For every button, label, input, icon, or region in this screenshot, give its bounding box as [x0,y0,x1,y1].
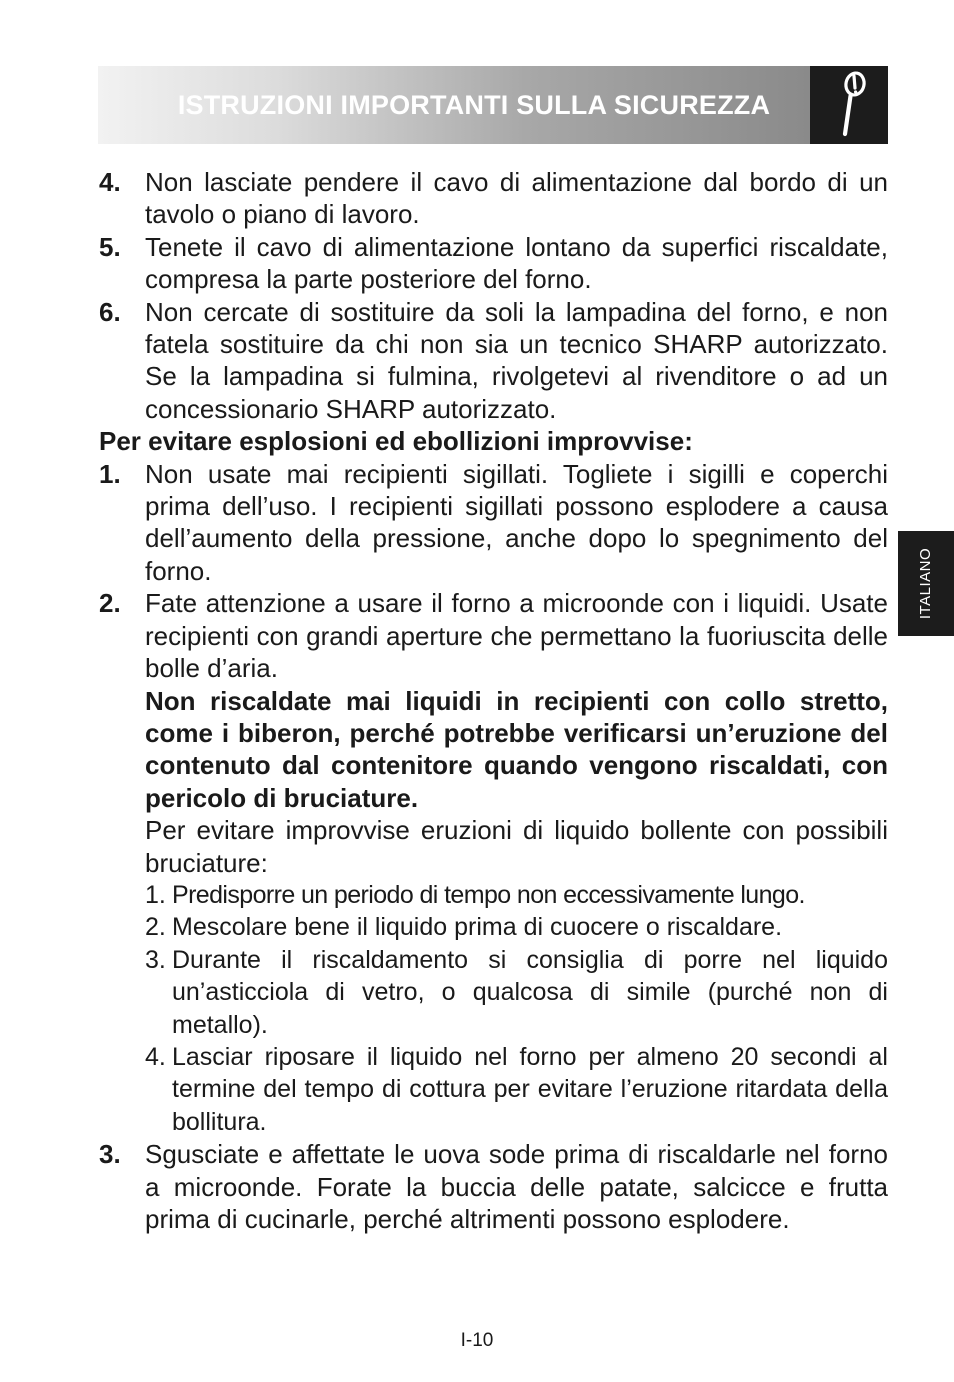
sub-step-text: Lasciar riposare il liquido nel forno per almeno 20 secondi al termine del tempo di cottura per evitare l’eruzione ritardata della bollitura. [172,1042,888,1136]
sub-step [145,911,888,943]
header-title: ISTRUZIONI IMPORTANTI SULLA SICUREZZA [177,89,771,120]
list-item [99,587,888,1138]
sub-step [145,944,888,1041]
sub-step-text: Mescolare bene il liquido prima di cuocere o riscaldare. [172,913,783,942]
list-item [99,166,888,231]
main-content [99,166,888,1235]
item-number: 5. [99,231,121,262]
item-text: Non lasciate pendere il cavo di alimentazione dal bordo di un tavolo o piano di lavoro. [145,167,888,230]
section-heading: Per evitare esplosioni ed ebollizioni improvvise: [99,426,693,457]
sub-step-text: Predisporre un periodo di tempo non eccessivamente lungo. [172,880,805,909]
item-number: 3. [99,1139,121,1170]
list-item [99,231,888,296]
sub-step-number: 2. [145,913,166,942]
language-tab [898,531,954,636]
item-text: Non usate mai recipienti sigillati. Togliete i sigilli e coperchi prima dell’uso. I recipienti sigillati possono esplodere a causa dell’aumento della pressione, anche dopo lo spegnimento del forno. [145,458,888,586]
item-text: Tenete il cavo di alimentazione lontano da superfici riscaldate, compresa la parte posteriore del forno. [145,231,888,295]
item-text: Sgusciate e affettate le uova sode prima di riscaldarle nel forno a microonde. Forate la buccia delle patate, salcicce e frutta prima di cucinarle, perché altrimenti possono esplodere. [145,1139,888,1234]
list-item [99,458,888,588]
warning-exclamation-icon [810,66,888,144]
item-number: 1. [99,458,121,489]
item-text: Fate attenzione a usare il forno a microonde con i liquidi. Usate recipienti con grandi aperture che permettano la fuoriuscita delle bolle d’aria. [145,588,888,684]
header-icon-box [810,66,888,144]
sub-step-number: 3. [145,945,166,974]
item-text: Non cercate di sostituire da soli la lampadina del forno, e non fatela sostituire da chi non sia un tecnico SHARP autorizzato. Se la lampadina si fulmina, rivolgetevi al rivenditore o ad un concessionario SHARP autorizzato. [145,296,888,424]
sub-step [145,1041,888,1138]
list-item [99,1138,888,1235]
item-number: 6. [99,296,121,327]
section-header [98,66,810,144]
list-item [99,296,888,426]
intro-text: Per evitare improvvise eruzioni di liquido bollente con possibili bruciature: [145,815,888,878]
warning-text: Non riscaldate mai liquidi in recipienti con collo stretto, come i biberon, perché potrebbe verificarsi un’eruzione del contenuto dal contenitore quando vengono riscaldati, con pericolo di bruciature. [145,685,888,813]
sub-step-number: 4. [145,1042,166,1071]
sub-step [145,879,888,911]
sub-step-text: Durante il riscaldamento si consiglia di porre nel liquido un’asticciola di vetro, o qualcosa di simile (purché non di metallo). [172,945,888,1039]
item-number: 2. [99,588,121,619]
item-number: 4. [99,167,121,197]
language-tab-label: ITALIANO [917,547,935,620]
page-number: I-10 [460,1330,494,1351]
sub-step-number: 1. [145,880,166,909]
